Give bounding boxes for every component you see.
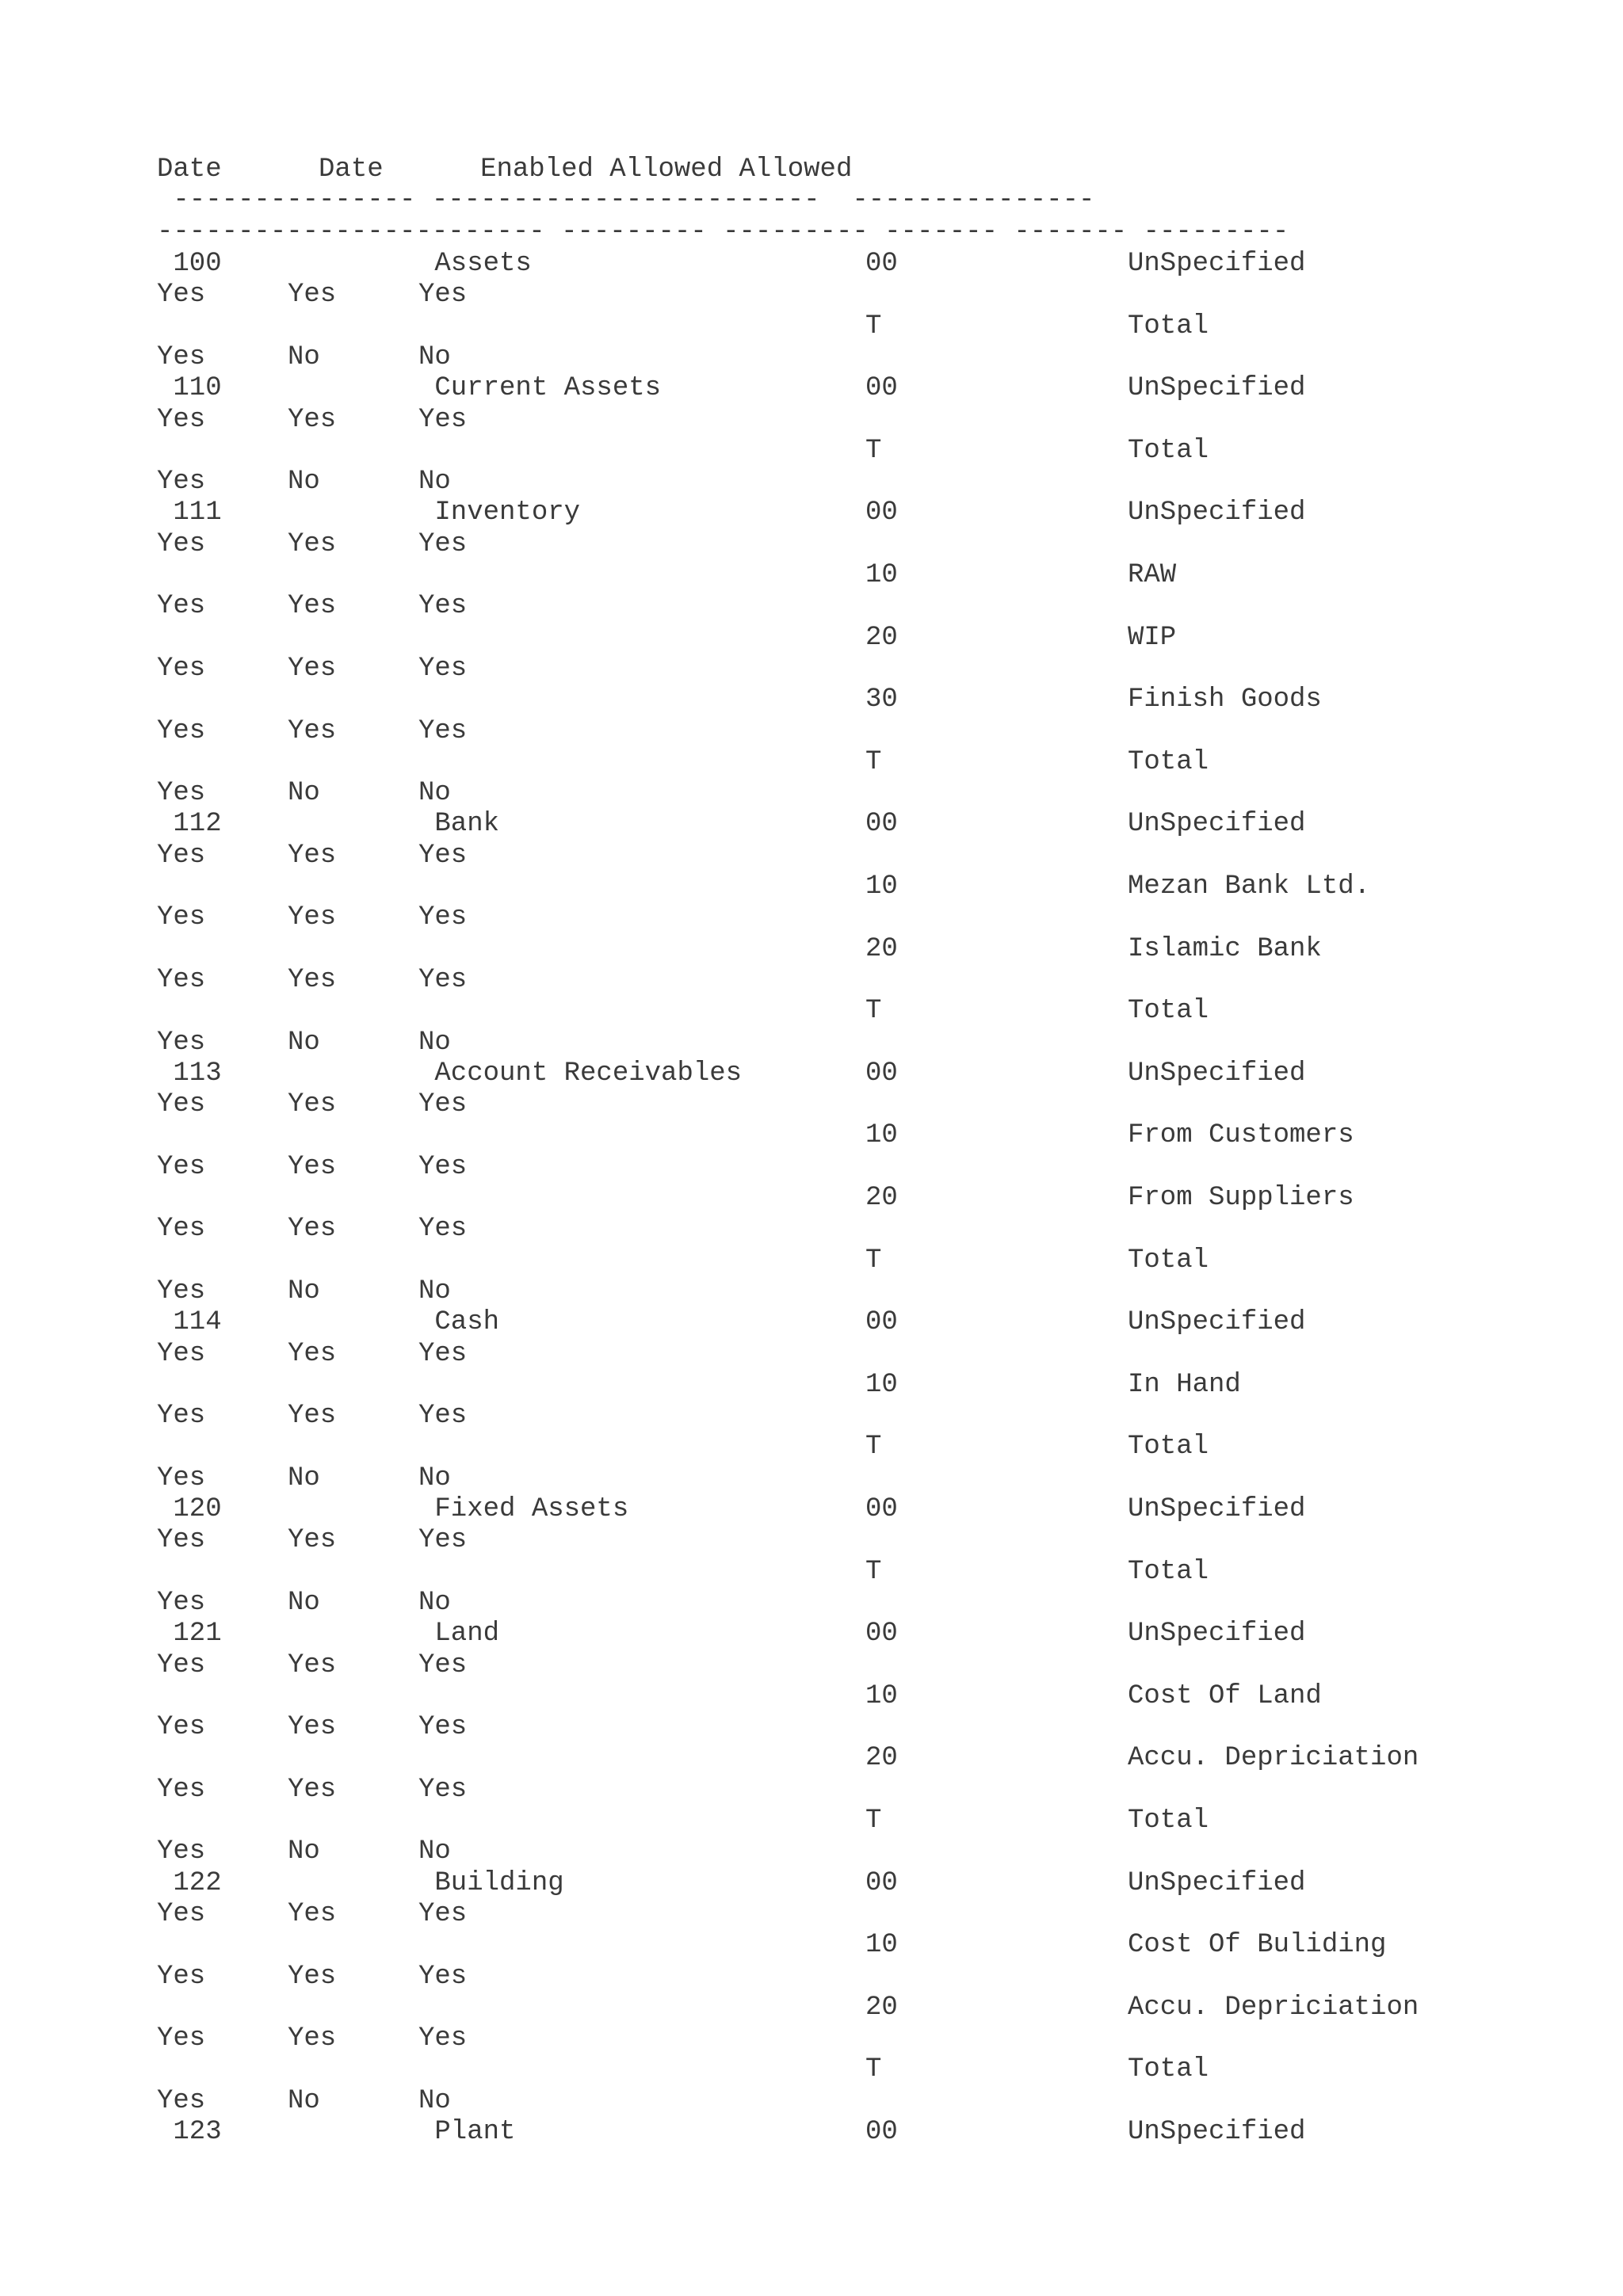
row-flag-enabled: Yes <box>157 1463 206 1493</box>
row-description: UnSpecified <box>1128 373 1306 404</box>
header-line-1: Date Date Enabled Allowed Allowed <box>157 154 853 185</box>
row-sub-code: T <box>865 2054 882 2085</box>
row-flag-allowed-1: Yes <box>288 1525 337 1556</box>
row-flag-allowed-2: No <box>418 1463 451 1493</box>
row-flag-allowed-1: Yes <box>288 2023 337 2054</box>
row-flag-enabled: Yes <box>157 1338 206 1369</box>
row-flag-allowed-1: No <box>288 1276 320 1306</box>
row-flag-allowed-1: Yes <box>288 1151 337 1182</box>
row-flag-enabled: Yes <box>157 467 206 498</box>
row-sub-code: T <box>865 1432 882 1463</box>
row-flag-enabled: Yes <box>157 715 206 746</box>
row-description: Cost Of Land <box>1128 1680 1322 1711</box>
row-flag-allowed-1: Yes <box>288 1898 337 1929</box>
row-flag-allowed-2: No <box>418 1587 451 1618</box>
row-flag-allowed-2: Yes <box>418 1961 468 1992</box>
row-description: Total <box>1128 435 1209 466</box>
row-sub-code: 20 <box>865 622 898 653</box>
row-flag-enabled: Yes <box>157 1961 206 1992</box>
row-flag-allowed-2: No <box>418 1836 451 1867</box>
row-description: UnSpecified <box>1128 1058 1306 1089</box>
row-flag-allowed-2: Yes <box>418 1712 468 1743</box>
row-flag-allowed-1: Yes <box>288 591 337 622</box>
row-name: Assets <box>418 249 532 279</box>
row-name: Cash <box>418 1307 500 1338</box>
row-flag-enabled: Yes <box>157 341 206 372</box>
row-name: Account Receivables <box>418 1058 743 1089</box>
row-description: Total <box>1128 996 1209 1027</box>
row-description: Total <box>1128 1556 1209 1587</box>
row-description: Total <box>1128 746 1209 777</box>
row-sub-code: 00 <box>865 373 898 404</box>
row-flag-enabled: Yes <box>157 1276 206 1306</box>
row-description: UnSpecified <box>1128 2117 1306 2147</box>
row-description: Total <box>1128 2054 1209 2085</box>
header-rule-1: --------------- ------------------------ --------------- <box>157 185 1095 215</box>
row-description: Cost Of Buliding <box>1128 1930 1387 1961</box>
row-flag-allowed-1: Yes <box>288 840 337 871</box>
row-flag-enabled: Yes <box>157 2023 206 2054</box>
row-flag-allowed-1: No <box>288 2085 320 2116</box>
row-flag-allowed-1: No <box>288 1463 320 1493</box>
row-flag-allowed-2: No <box>418 341 451 372</box>
row-flag-allowed-2: Yes <box>418 2023 468 2054</box>
row-sub-code: 10 <box>865 871 898 902</box>
header-rule-2: ------------------------ --------- --------- ------- ------- --------- <box>157 217 1289 247</box>
row-code: 114 <box>157 1307 222 1338</box>
row-flag-enabled: Yes <box>157 280 206 311</box>
row-flag-enabled: Yes <box>157 1712 206 1743</box>
row-sub-code: T <box>865 311 882 341</box>
row-code: 111 <box>157 498 222 528</box>
row-flag-enabled: Yes <box>157 653 206 684</box>
row-flag-enabled: Yes <box>157 1214 206 1245</box>
row-code: 121 <box>157 1619 222 1650</box>
row-sub-code: 00 <box>865 1867 898 1898</box>
row-flag-allowed-1: Yes <box>288 404 337 435</box>
row-description: Total <box>1128 311 1209 341</box>
row-flag-allowed-1: Yes <box>288 1650 337 1680</box>
row-flag-allowed-1: Yes <box>288 653 337 684</box>
row-flag-enabled: Yes <box>157 2085 206 2116</box>
row-flag-allowed-2: Yes <box>418 528 468 559</box>
row-flag-allowed-2: Yes <box>418 591 468 622</box>
row-sub-code: 00 <box>865 2117 898 2147</box>
row-flag-allowed-2: Yes <box>418 715 468 746</box>
row-description: UnSpecified <box>1128 1619 1306 1650</box>
row-flag-allowed-1: Yes <box>288 1774 337 1805</box>
row-flag-allowed-2: No <box>418 778 451 809</box>
row-sub-code: T <box>865 1245 882 1276</box>
row-sub-code: 20 <box>865 1743 898 1774</box>
row-flag-allowed-2: Yes <box>418 653 468 684</box>
row-name: Current Assets <box>418 373 662 404</box>
row-flag-enabled: Yes <box>157 840 206 871</box>
row-name: Land <box>418 1619 500 1650</box>
row-code: 113 <box>157 1058 222 1089</box>
row-description: Total <box>1128 1432 1209 1463</box>
row-flag-allowed-2: No <box>418 2085 451 2116</box>
row-flag-allowed-1: Yes <box>288 1401 337 1432</box>
row-sub-code: 10 <box>865 1680 898 1711</box>
row-flag-allowed-2: Yes <box>418 964 468 995</box>
row-flag-allowed-2: No <box>418 1276 451 1306</box>
row-sub-code: 30 <box>865 685 898 715</box>
row-sub-code: 00 <box>865 1307 898 1338</box>
row-name: Fixed Assets <box>418 1494 629 1524</box>
row-flag-allowed-2: Yes <box>418 840 468 871</box>
row-code: 123 <box>157 2117 222 2147</box>
row-description: In Hand <box>1128 1369 1241 1400</box>
row-flag-enabled: Yes <box>157 1027 206 1058</box>
row-sub-code: 20 <box>865 1992 898 2023</box>
row-code: 100 <box>157 249 222 279</box>
row-code: 120 <box>157 1494 222 1524</box>
row-description: UnSpecified <box>1128 1494 1306 1524</box>
row-flag-allowed-1: Yes <box>288 1214 337 1245</box>
row-flag-allowed-2: Yes <box>418 1525 468 1556</box>
row-flag-allowed-1: Yes <box>288 715 337 746</box>
row-flag-enabled: Yes <box>157 902 206 933</box>
row-sub-code: 10 <box>865 1120 898 1151</box>
row-flag-allowed-2: Yes <box>418 1650 468 1680</box>
row-description: RAW <box>1128 560 1177 590</box>
row-flag-enabled: Yes <box>157 404 206 435</box>
row-flag-allowed-1: Yes <box>288 1961 337 1992</box>
row-flag-allowed-1: No <box>288 1587 320 1618</box>
row-name: Bank <box>418 809 500 840</box>
row-flag-allowed-1: Yes <box>288 280 337 311</box>
row-sub-code: 20 <box>865 1183 898 1213</box>
row-description: Accu. Depriciation <box>1128 1743 1419 1774</box>
row-description: UnSpecified <box>1128 498 1306 528</box>
row-sub-code: 00 <box>865 1619 898 1650</box>
row-description: UnSpecified <box>1128 1307 1306 1338</box>
row-flag-allowed-2: Yes <box>418 404 468 435</box>
row-sub-code: T <box>865 996 882 1027</box>
row-sub-code: 00 <box>865 809 898 840</box>
row-sub-code: 00 <box>865 1058 898 1089</box>
row-flag-allowed-2: Yes <box>418 1898 468 1929</box>
row-flag-allowed-1: No <box>288 1027 320 1058</box>
row-sub-code: T <box>865 1806 882 1836</box>
row-sub-code: T <box>865 435 882 466</box>
row-sub-code: 10 <box>865 1369 898 1400</box>
row-flag-allowed-1: No <box>288 467 320 498</box>
row-flag-enabled: Yes <box>157 778 206 809</box>
row-flag-allowed-2: Yes <box>418 1338 468 1369</box>
row-flag-allowed-2: Yes <box>418 1774 468 1805</box>
row-flag-enabled: Yes <box>157 1836 206 1867</box>
row-flag-enabled: Yes <box>157 1151 206 1182</box>
row-flag-enabled: Yes <box>157 1587 206 1618</box>
row-flag-enabled: Yes <box>157 964 206 995</box>
row-flag-enabled: Yes <box>157 1650 206 1680</box>
row-sub-code: 00 <box>865 498 898 528</box>
row-sub-code: 10 <box>865 560 898 590</box>
row-flag-allowed-2: Yes <box>418 902 468 933</box>
row-flag-allowed-1: Yes <box>288 902 337 933</box>
row-flag-enabled: Yes <box>157 1898 206 1929</box>
row-sub-code: T <box>865 1556 882 1587</box>
row-flag-enabled: Yes <box>157 1401 206 1432</box>
row-description: Finish Goods <box>1128 685 1322 715</box>
row-description: Mezan Bank Ltd. <box>1128 871 1371 902</box>
row-flag-allowed-1: No <box>288 341 320 372</box>
row-description: Accu. Depriciation <box>1128 1992 1419 2023</box>
row-flag-allowed-1: No <box>288 778 320 809</box>
row-name: Inventory <box>418 498 581 528</box>
row-sub-code: 20 <box>865 933 898 964</box>
row-flag-allowed-1: Yes <box>288 1338 337 1369</box>
row-sub-code: T <box>865 746 882 777</box>
row-description: Total <box>1128 1245 1209 1276</box>
row-description: Total <box>1128 1806 1209 1836</box>
row-flag-allowed-2: Yes <box>418 1401 468 1432</box>
row-sub-code: 00 <box>865 1494 898 1524</box>
row-code: 112 <box>157 809 222 840</box>
row-description: UnSpecified <box>1128 1867 1306 1898</box>
row-flag-allowed-2: No <box>418 467 451 498</box>
row-flag-allowed-2: Yes <box>418 1214 468 1245</box>
row-flag-allowed-2: Yes <box>418 280 468 311</box>
row-name: Building <box>418 1867 564 1898</box>
row-description: From Customers <box>1128 1120 1354 1151</box>
row-code: 122 <box>157 1867 222 1898</box>
row-flag-allowed-1: No <box>288 1836 320 1867</box>
row-description: UnSpecified <box>1128 249 1306 279</box>
row-flag-allowed-1: Yes <box>288 528 337 559</box>
row-description: WIP <box>1128 622 1177 653</box>
row-flag-enabled: Yes <box>157 528 206 559</box>
row-flag-enabled: Yes <box>157 1089 206 1120</box>
row-flag-enabled: Yes <box>157 1525 206 1556</box>
row-flag-allowed-2: No <box>418 1027 451 1058</box>
row-name: Plant <box>418 2117 516 2147</box>
row-sub-code: 00 <box>865 249 898 279</box>
row-flag-enabled: Yes <box>157 591 206 622</box>
row-flag-allowed-1: Yes <box>288 964 337 995</box>
row-flag-allowed-1: Yes <box>288 1712 337 1743</box>
row-flag-allowed-1: Yes <box>288 1089 337 1120</box>
row-flag-allowed-2: Yes <box>418 1089 468 1120</box>
row-flag-enabled: Yes <box>157 1774 206 1805</box>
row-description: Islamic Bank <box>1128 933 1322 964</box>
row-description: From Suppliers <box>1128 1183 1354 1213</box>
row-code: 110 <box>157 373 222 404</box>
row-description: UnSpecified <box>1128 809 1306 840</box>
row-flag-allowed-2: Yes <box>418 1151 468 1182</box>
row-sub-code: 10 <box>865 1930 898 1961</box>
